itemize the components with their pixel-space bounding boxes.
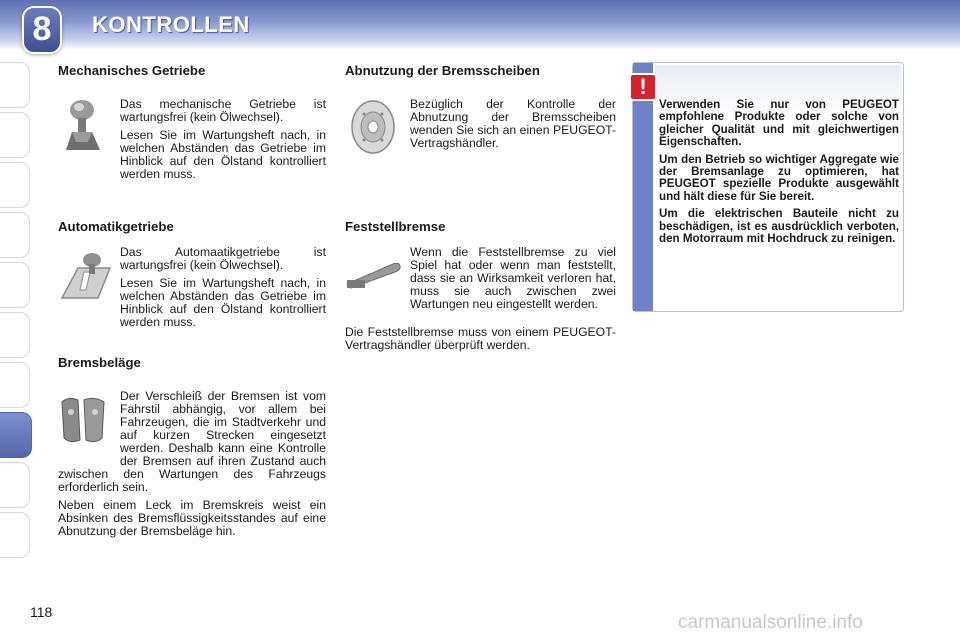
paragraph: Das mechanische Getriebe ist wartungsfrei (kein Ölwechsel). (120, 97, 326, 124)
chapter-tab (0, 162, 30, 208)
paragraph: Der Verschleiß der Bremsen ist vom Fahrstil abhängig, vor allem bei Fahrzeugen, die im Stadtverkehr und auf kurzen Strecken eingesetzt werden. Deshalb kann eine Kontrolle der Bremsen auf ihren Zustand auch zwischen den Wartungen des Fahrzeugs erforderlich sein. (58, 389, 326, 494)
chapter-tab (0, 112, 30, 158)
warning-paragraph: Um den Betrieb so wichtiger Aggregate wie der Bremsanlage zu optimieren, hat PEUGEOT spezielle Produkte ausgewählt und hält diese für Sie bereit. (659, 152, 899, 203)
section-heading-automatic-gearbox: Automatikgetriebe (58, 219, 174, 234)
watermark: carmanualsonline.info (678, 612, 863, 633)
chapter-tab (0, 462, 30, 508)
warning-paragraph: Verwenden Sie nur von PEUGEOT empfohlene Produkte oder solche von gleicher Qualität und mit gleichwertigen Eigenschaften. (659, 98, 899, 149)
section-heading-brake-pads: Bremsbeläge (58, 355, 141, 370)
chapter-tab-active (0, 412, 32, 458)
brake-pads-text (58, 390, 326, 543)
section-heading-mechanical-gearbox: Mechanisches Getriebe (58, 63, 206, 78)
paragraph: Das Automaatikgetriebe ist wartungsfrei (kein Ölwechsel). (120, 245, 326, 272)
warning-text (659, 99, 899, 250)
brake-disc-wear-text (410, 98, 616, 155)
brake-disc-icon (348, 98, 398, 161)
paragraph: Neben einem Leck im Bremskreis weist ein Absinken des Bremsflüssigkeitsstandes auf eine Abnutzung der Bremsbeläge hin. (58, 498, 326, 538)
paragraph: Die Feststellbremse muss von einem PEUGEOT-Vertragshändler überprüft werden. (345, 325, 616, 352)
parking-brake-dealer-text (345, 326, 616, 357)
section-heading-brake-disc-wear: Abnutzung der Bremsscheiben (345, 63, 540, 78)
chapter-number-badge: 8 (22, 6, 62, 54)
chapter-tab (0, 62, 30, 108)
chapter-tab (0, 312, 30, 358)
mechanical-gearbox-text (120, 98, 326, 186)
paragraph: Lesen Sie im Wartungsheft nach, in welchen Abständen das Getriebe im Hinblick auf den Ölstand kontrolliert werden muss. (120, 276, 326, 329)
chapter-title: KONTROLLEN (92, 12, 250, 37)
manual-gearshift-icon (58, 98, 108, 161)
chapter-tab-strip (0, 62, 34, 582)
chapter-tab (0, 212, 30, 258)
chapter-tab (0, 262, 30, 308)
automatic-gearbox-text (120, 246, 326, 334)
paragraph: Lesen Sie im Wartungsheft nach, in welchen Abständen das Getriebe im Hinblick auf den Ölstand kontrolliert werden muss. (120, 128, 326, 181)
chapter-tab (0, 362, 30, 408)
parking-brake-text (410, 246, 616, 316)
warning-exclamation-icon: ! (629, 73, 657, 101)
warning-box (632, 62, 904, 312)
automatic-gear-selector-icon (58, 250, 114, 307)
page-number: 118 (30, 604, 53, 620)
paragraph: Bezüglich der Kontrolle der Abnutzung der Bremsscheiben wenden Sie sich an einen PEUGEOT-Vertragshändler. (410, 97, 616, 150)
chapter-tab (0, 512, 30, 558)
section-heading-parking-brake: Feststellbremse (345, 219, 446, 234)
warning-paragraph: Um die elektrischen Bauteile nicht zu beschädigen, ist es ausdrücklich verboten, den Motorraum mit Hochdruck zu reinigen. (659, 207, 899, 246)
parking-brake-lever-icon (345, 254, 403, 295)
paragraph: Wenn die Feststellbremse zu viel Spiel hat oder wenn man feststellt, dass sie an Wirksamkeit verloren hat, muss sie auch zwischen zwei Wartungen neu eingestellt werden. (410, 245, 616, 311)
